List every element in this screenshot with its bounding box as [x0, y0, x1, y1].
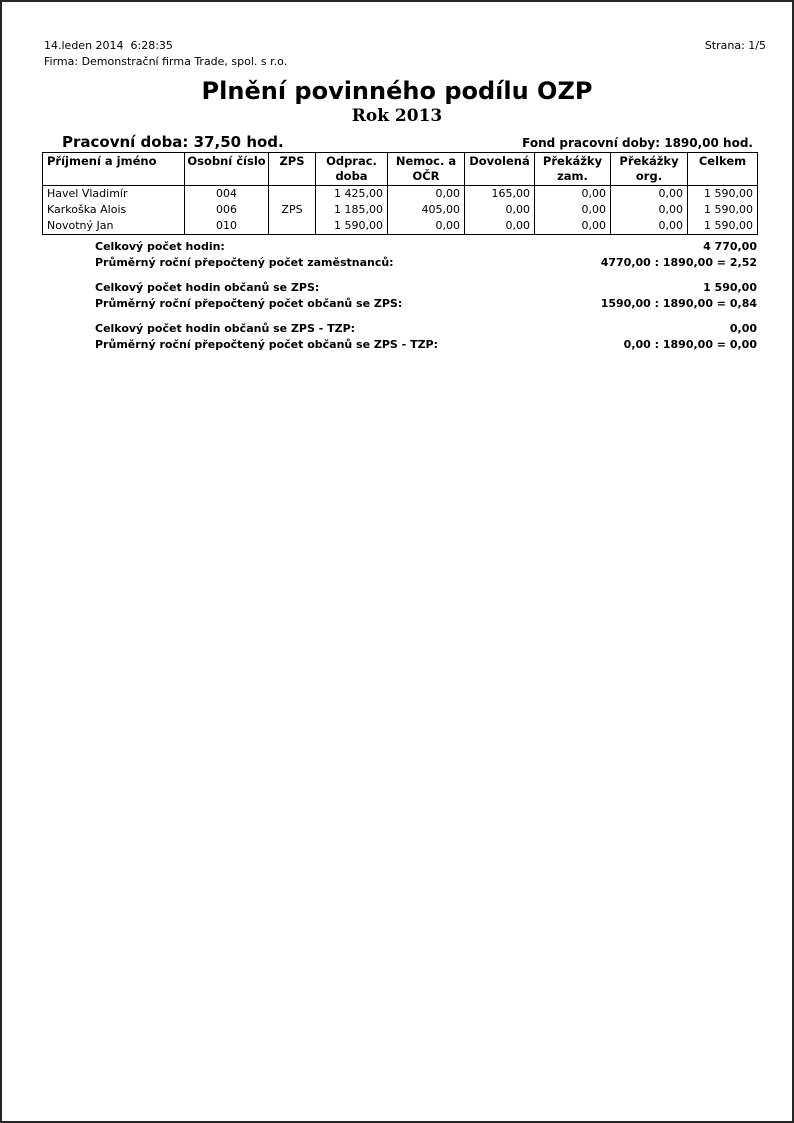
summary-block: [42, 321, 757, 353]
summary-row: [42, 255, 757, 271]
table-cell: 0,00: [388, 218, 465, 235]
summary-value: 0,00: [729, 322, 757, 335]
table-cell: 1 185,00: [316, 202, 388, 218]
header-left: [44, 38, 287, 70]
summary-value: 1590,00 : 1890,00 = 0,84: [600, 297, 757, 310]
table-cell: 0,00: [535, 202, 611, 218]
table-cell: 0,00: [611, 186, 688, 203]
employees-table: [42, 152, 758, 235]
table-cell: 1 590,00: [688, 202, 758, 218]
table-cell: 0,00: [611, 218, 688, 235]
table-header-row: [43, 153, 758, 186]
table-cell: 1 590,00: [688, 218, 758, 235]
summary-value: 4 770,00: [703, 240, 757, 253]
page-header: [44, 38, 766, 70]
working-time-row: [62, 133, 753, 151]
summary-label: Celkový počet hodin občanů se ZPS:: [95, 281, 320, 294]
summary-label: Průměrný roční přepočtený počet občanů se ZPS - TZP:: [95, 338, 439, 351]
summary-row: [42, 321, 757, 337]
summary-label: Celkový počet hodin občanů se ZPS - TZP:: [95, 322, 356, 335]
table-cell: 0,00: [535, 218, 611, 235]
table-cell: 006: [185, 202, 269, 218]
table-cell: 0,00: [388, 186, 465, 203]
table-cell: 004: [185, 186, 269, 203]
table-cell: 165,00: [465, 186, 535, 203]
table-cell: 010: [185, 218, 269, 235]
summary-block: [42, 280, 757, 312]
working-time-label: Pracovní doba: 37,50 hod.: [62, 133, 284, 151]
summary-row: [42, 337, 757, 353]
table-row: [43, 202, 758, 218]
column-header: Dovolená: [465, 153, 535, 186]
table-cell: 0,00: [611, 202, 688, 218]
table-cell: 0,00: [465, 202, 535, 218]
table-cell: Havel Vladimír: [43, 186, 185, 203]
table-row: [43, 218, 758, 235]
column-header: Překážky org.: [611, 153, 688, 186]
page-indicator: Strana: 1/5: [704, 39, 766, 52]
table-cell: 405,00: [388, 202, 465, 218]
report-datetime: 14.leden 2014 6:28:35: [44, 39, 173, 52]
table-cell: 1 590,00: [688, 186, 758, 203]
summary-value: 1 590,00: [703, 281, 757, 294]
table-cell: 1 425,00: [316, 186, 388, 203]
summary-row: [42, 239, 757, 255]
working-fund-label: Fond pracovní doby: 1890,00 hod.: [522, 136, 753, 150]
table-cell: [269, 218, 316, 235]
column-header: Osobní číslo: [185, 153, 269, 186]
table-cell: 0,00: [465, 218, 535, 235]
table-row: [43, 186, 758, 203]
summary-section: [42, 239, 757, 353]
table-cell: Novotný Jan: [43, 218, 185, 235]
report-title: Plnění povinného podílu OZP: [201, 77, 593, 105]
table-cell: Karkoška Alois: [43, 202, 185, 218]
summary-label: Celkový počet hodin:: [95, 240, 225, 253]
table-cell: ZPS: [269, 202, 316, 218]
summary-block: [42, 239, 757, 271]
table-cell: 0,00: [535, 186, 611, 203]
column-header: Celkem: [688, 153, 758, 186]
summary-value: 0,00 : 1890,00 = 0,00: [623, 338, 757, 351]
summary-label: Průměrný roční přepočtený počet zaměstnanců:: [95, 256, 394, 269]
table-cell: [269, 186, 316, 203]
column-header: Příjmení a jméno: [43, 153, 185, 186]
summary-row: [42, 280, 757, 296]
column-header: Překážky zam.: [535, 153, 611, 186]
column-header: ZPS: [269, 153, 316, 186]
summary-value: 4770,00 : 1890,00 = 2,52: [600, 256, 757, 269]
table-cell: 1 590,00: [316, 218, 388, 235]
summary-row: [42, 296, 757, 312]
column-header: Nemoc. a OČR: [388, 153, 465, 186]
report-company: Firma: Demonstrační firma Trade, spol. s r.o.: [44, 55, 288, 68]
summary-label: Průměrný roční přepočtený počet občanů se ZPS:: [95, 297, 403, 310]
report-subtitle: Rok 2013: [351, 106, 443, 126]
column-header: Odprac. doba: [316, 153, 388, 186]
